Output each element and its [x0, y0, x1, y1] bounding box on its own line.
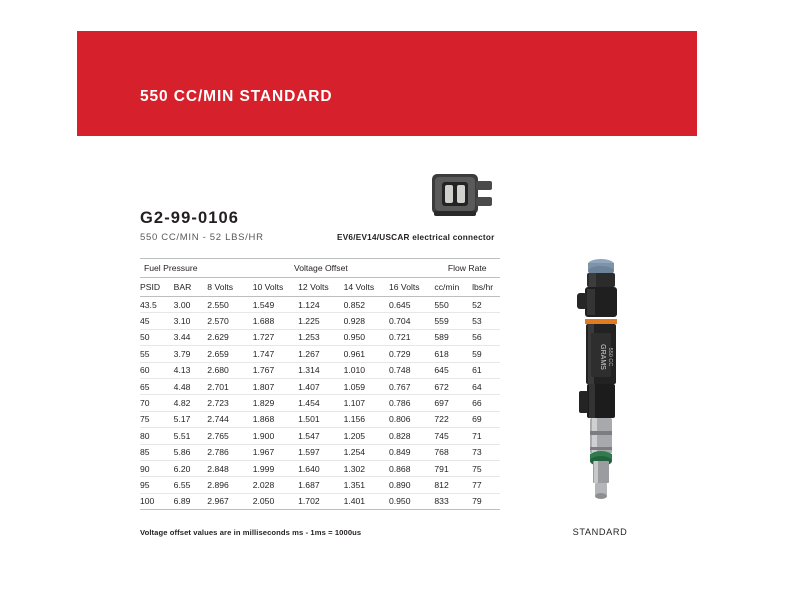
cell-12v: 1.124 — [298, 297, 343, 313]
cell-14v: 1.156 — [344, 411, 389, 427]
cell-12v: 1.225 — [298, 313, 343, 329]
connector-label: EV6/EV14/USCAR electrical connector — [337, 233, 495, 242]
table-row — [140, 411, 500, 427]
cell-16v: 0.645 — [389, 297, 434, 313]
cell-14v: 1.254 — [344, 444, 389, 460]
cell-lbshr: 56 — [472, 329, 500, 345]
table-column-header-row — [140, 278, 500, 297]
cell-ccmin: 833 — [434, 493, 472, 509]
cell-lbshr: 53 — [472, 313, 500, 329]
cell-12v: 1.547 — [298, 428, 343, 444]
cell-14v: 0.852 — [344, 297, 389, 313]
cell-10v: 1.747 — [253, 346, 298, 362]
cell-ccmin: 645 — [434, 362, 472, 378]
footnote: Voltage offset values are in milliseconds ms - 1ms = 1000us — [140, 528, 362, 537]
cell-8v: 2.629 — [207, 329, 252, 345]
cell-8v: 2.701 — [207, 378, 252, 394]
cell-10v: 1.767 — [253, 362, 298, 378]
cell-psid: 43.5 — [140, 297, 174, 313]
cell-bar: 4.48 — [174, 378, 208, 394]
cell-16v: 0.806 — [389, 411, 434, 427]
cell-bar: 3.00 — [174, 297, 208, 313]
cell-psid: 70 — [140, 395, 174, 411]
cell-bar: 4.13 — [174, 362, 208, 378]
cell-lbshr: 69 — [472, 411, 500, 427]
cell-10v: 1.829 — [253, 395, 298, 411]
cell-12v: 1.501 — [298, 411, 343, 427]
cell-bar: 4.82 — [174, 395, 208, 411]
table-body — [140, 297, 500, 510]
cell-ccmin: 672 — [434, 378, 472, 394]
table-row — [140, 297, 500, 313]
cell-lbshr: 64 — [472, 378, 500, 394]
column-header-12-volts: 12 Volts — [298, 278, 343, 297]
cell-12v: 1.407 — [298, 378, 343, 394]
cell-psid: 50 — [140, 329, 174, 345]
column-header-bar: BAR — [174, 278, 208, 297]
cell-psid: 60 — [140, 362, 174, 378]
column-header-16-volts: 16 Volts — [389, 278, 434, 297]
column-header-8-volts: 8 Volts — [207, 278, 252, 297]
cell-lbshr: 77 — [472, 477, 500, 493]
cell-10v: 1.549 — [253, 297, 298, 313]
cell-12v: 1.597 — [298, 444, 343, 460]
cell-psid: 85 — [140, 444, 174, 460]
group-header-fuel-pressure: Fuel Pressure — [140, 259, 207, 278]
cell-8v: 2.570 — [207, 313, 252, 329]
cell-bar: 5.86 — [174, 444, 208, 460]
table-row — [140, 313, 500, 329]
cell-16v: 0.868 — [389, 460, 434, 476]
cell-12v: 1.267 — [298, 346, 343, 362]
flow-rate-table — [140, 258, 500, 510]
cell-16v: 0.849 — [389, 444, 434, 460]
cell-bar: 3.10 — [174, 313, 208, 329]
cell-psid: 65 — [140, 378, 174, 394]
cell-10v: 1.727 — [253, 329, 298, 345]
cell-14v: 1.401 — [344, 493, 389, 509]
cell-8v: 2.848 — [207, 460, 252, 476]
table-row — [140, 460, 500, 476]
cell-lbshr: 66 — [472, 395, 500, 411]
cell-8v: 2.680 — [207, 362, 252, 378]
table-row — [140, 493, 500, 509]
cell-psid: 100 — [140, 493, 174, 509]
cell-lbshr: 75 — [472, 460, 500, 476]
cell-10v: 2.028 — [253, 477, 298, 493]
cell-14v: 1.351 — [344, 477, 389, 493]
cell-12v: 1.314 — [298, 362, 343, 378]
cell-8v: 2.723 — [207, 395, 252, 411]
cell-12v: 1.702 — [298, 493, 343, 509]
table-row — [140, 378, 500, 394]
cell-10v: 1.967 — [253, 444, 298, 460]
cell-ccmin: 722 — [434, 411, 472, 427]
cell-8v: 2.967 — [207, 493, 252, 509]
cell-8v: 2.765 — [207, 428, 252, 444]
injector-figure — [540, 255, 660, 545]
table-row — [140, 428, 500, 444]
cell-12v: 1.687 — [298, 477, 343, 493]
cell-16v: 0.704 — [389, 313, 434, 329]
cell-14v: 1.010 — [344, 362, 389, 378]
cell-10v: 1.868 — [253, 411, 298, 427]
cell-12v: 1.253 — [298, 329, 343, 345]
fuel-injector-image — [573, 255, 629, 522]
svg-text:550 CC: 550 CC — [607, 347, 613, 367]
cell-bar: 6.55 — [174, 477, 208, 493]
cell-16v: 0.767 — [389, 378, 434, 394]
column-header-10-volts: 10 Volts — [253, 278, 298, 297]
part-number: G2-99-0106 — [140, 209, 240, 227]
cell-12v: 1.640 — [298, 460, 343, 476]
cell-10v: 1.999 — [253, 460, 298, 476]
column-header-lbs-hr: lbs/hr — [472, 278, 500, 297]
cell-10v: 2.050 — [253, 493, 298, 509]
column-header-cc-min: cc/min — [434, 278, 472, 297]
table-group-header-row — [140, 259, 500, 278]
cell-14v: 0.928 — [344, 313, 389, 329]
cell-10v: 1.900 — [253, 428, 298, 444]
table-row — [140, 395, 500, 411]
cell-lbshr: 59 — [472, 346, 500, 362]
cell-bar: 6.89 — [174, 493, 208, 509]
cell-lbshr: 61 — [472, 362, 500, 378]
cell-ccmin: 697 — [434, 395, 472, 411]
table-row — [140, 346, 500, 362]
page-title: 550 CC/MIN STANDARD — [140, 88, 333, 105]
cell-lbshr: 71 — [472, 428, 500, 444]
cell-lbshr: 73 — [472, 444, 500, 460]
cell-8v: 2.550 — [207, 297, 252, 313]
cell-16v: 0.721 — [389, 329, 434, 345]
cell-psid: 95 — [140, 477, 174, 493]
svg-text:GRAMS: GRAMS — [599, 344, 606, 370]
cell-psid: 90 — [140, 460, 174, 476]
cell-8v: 2.896 — [207, 477, 252, 493]
cell-14v: 1.302 — [344, 460, 389, 476]
cell-16v: 0.729 — [389, 346, 434, 362]
table-row — [140, 477, 500, 493]
cell-ccmin: 791 — [434, 460, 472, 476]
cell-ccmin: 768 — [434, 444, 472, 460]
group-header-voltage-offset: Voltage Offset — [207, 259, 434, 278]
cell-8v: 2.786 — [207, 444, 252, 460]
cell-8v: 2.659 — [207, 346, 252, 362]
cell-14v: 1.059 — [344, 378, 389, 394]
table-row — [140, 444, 500, 460]
cell-bar: 5.17 — [174, 411, 208, 427]
injector-caption: STANDARD — [572, 527, 628, 537]
cell-10v: 1.807 — [253, 378, 298, 394]
cell-16v: 0.890 — [389, 477, 434, 493]
table-row — [140, 329, 500, 345]
cell-lbshr: 52 — [472, 297, 500, 313]
cell-16v: 0.950 — [389, 493, 434, 509]
cell-ccmin: 589 — [434, 329, 472, 345]
cell-12v: 1.454 — [298, 395, 343, 411]
cell-bar: 6.20 — [174, 460, 208, 476]
cell-bar: 5.51 — [174, 428, 208, 444]
cell-lbshr: 79 — [472, 493, 500, 509]
cell-bar: 3.79 — [174, 346, 208, 362]
cell-ccmin: 550 — [434, 297, 472, 313]
cell-14v: 0.950 — [344, 329, 389, 345]
cell-psid: 45 — [140, 313, 174, 329]
header-banner — [77, 31, 697, 136]
cell-ccmin: 618 — [434, 346, 472, 362]
cell-psid: 80 — [140, 428, 174, 444]
cell-ccmin: 559 — [434, 313, 472, 329]
part-subtitle: 550 CC/MIN - 52 LBS/HR — [140, 232, 264, 243]
cell-bar: 3.44 — [174, 329, 208, 345]
cell-ccmin: 812 — [434, 477, 472, 493]
cell-14v: 0.961 — [344, 346, 389, 362]
cell-8v: 2.744 — [207, 411, 252, 427]
cell-16v: 0.786 — [389, 395, 434, 411]
column-header-psid: PSID — [140, 278, 174, 297]
column-header-14-volts: 14 Volts — [344, 278, 389, 297]
group-header-flow-rate: Flow Rate — [434, 259, 500, 278]
cell-16v: 0.748 — [389, 362, 434, 378]
injector-connector-icon — [430, 168, 498, 220]
cell-psid: 55 — [140, 346, 174, 362]
cell-14v: 1.107 — [344, 395, 389, 411]
table-row — [140, 362, 500, 378]
cell-ccmin: 745 — [434, 428, 472, 444]
cell-psid: 75 — [140, 411, 174, 427]
cell-10v: 1.688 — [253, 313, 298, 329]
cell-16v: 0.828 — [389, 428, 434, 444]
cell-14v: 1.205 — [344, 428, 389, 444]
